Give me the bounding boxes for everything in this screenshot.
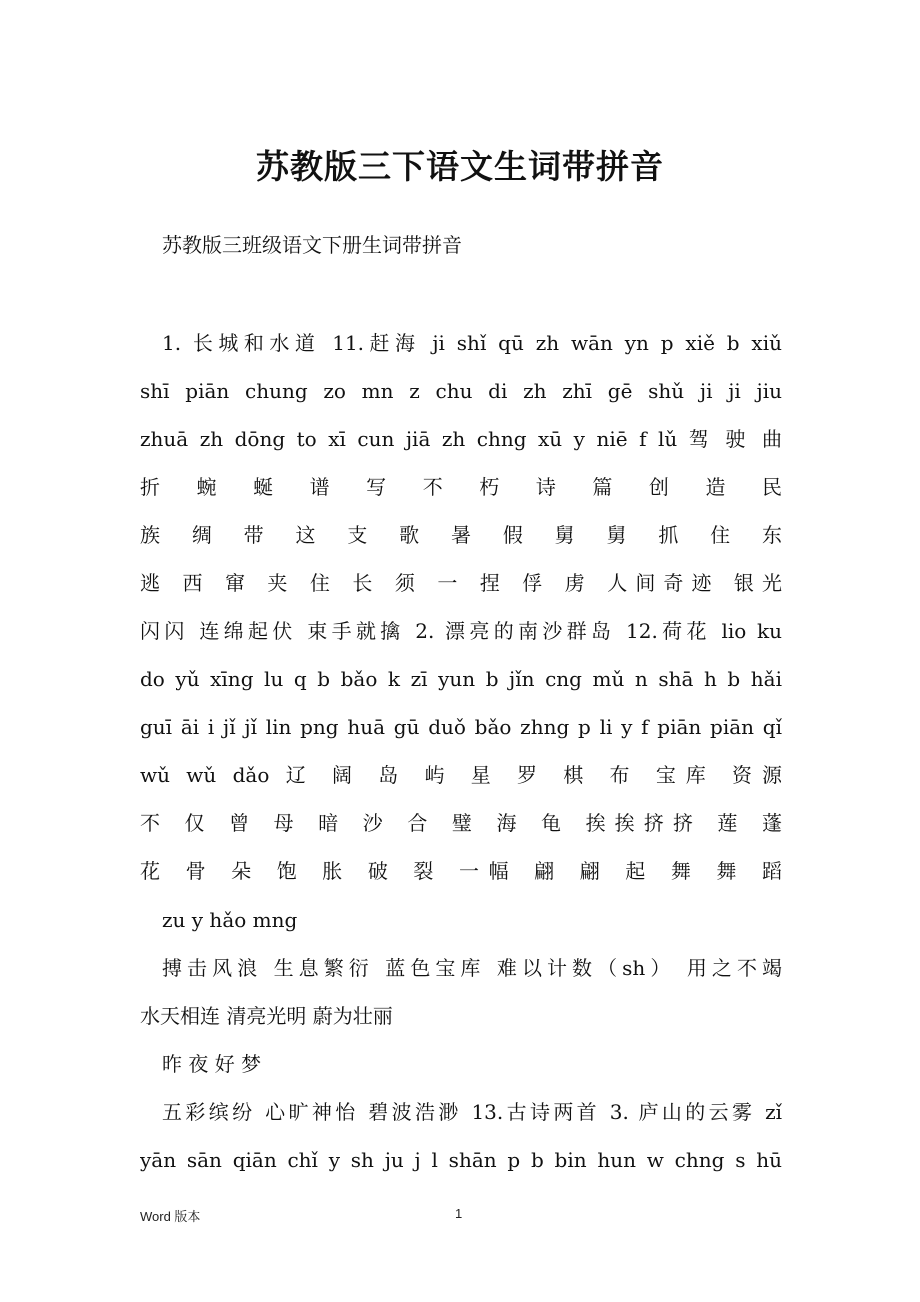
text-line: 族 绸 带 这 支 歌 暑 假 舅 舅 抓 住 东 — [140, 523, 782, 547]
text-line: shī piān chung zo mn z chu di zh zhī gē shǔ ji ji jiu — [140, 379, 782, 403]
text-line: wǔ wǔ dǎo 辽 阔 岛 屿 星 罗 棋 布 宝库 资源 — [140, 763, 782, 787]
text-line: 不 仅 曾 母 暗 沙 合 璧 海 龟 挨挨挤挤 莲 蓬 — [140, 811, 782, 835]
document-title: 苏教版三下语文生词带拼音 — [256, 147, 664, 186]
text-line: 昨 夜 好 梦 — [162, 1052, 262, 1076]
text-line: 逃 西 窜 夹 住 长 须 一 捏 俘 虏 人间奇迹 银光 — [140, 571, 782, 595]
text-line: 花 骨 朵 饱 胀 破 裂 一幅 翩 翩 起 舞 舞 蹈 — [140, 859, 782, 883]
text-line: 折 蜿 蜒 谱 写 不 朽 诗 篇 创 造 民 — [140, 475, 782, 499]
text-line: 五彩缤纷 心旷神怡 碧波浩渺 13.古诗两首 3. 庐山的云雾 zǐ — [162, 1100, 782, 1124]
page-number: 1 — [455, 1206, 463, 1221]
footer-label: Word 版本 — [140, 1209, 201, 1224]
text-line: 1. 长城和水道 11.赶海 ji shǐ qū zh wān yn p xiě b xiǔ — [162, 331, 782, 355]
text-line: zhuā zh dōng to xī cun jiā zh chng xū y niē f lǔ 驾 驶 曲 — [140, 427, 782, 451]
text-line: do yǔ xīng lu q b bǎo k zī yun b jǐn cng mǔ n shā h b hǎi — [140, 667, 782, 691]
text-line: 水天相连 清亮光明 蔚为壮丽 — [140, 1004, 393, 1028]
text-line: 闪闪 连绵起伏 束手就擒 2. 漂亮的南沙群岛 12.荷花 lio ku — [140, 619, 782, 643]
text-line: yān sān qiān chǐ y sh ju j l shān p b bin hun w chng s hū — [140, 1148, 782, 1172]
text-line: 搏击风浪 生息繁衍 蓝色宝库 难以计数（sh） 用之不竭 — [162, 956, 782, 980]
text-line: guī āi i jǐ jǐ lin png huā gū duǒ bǎo zhng p li y f piān piān qǐ — [140, 715, 782, 739]
document-subtitle: 苏教版三班级语文下册生词带拼音 — [162, 233, 462, 257]
text-line: zu y hǎo mng — [162, 908, 298, 932]
